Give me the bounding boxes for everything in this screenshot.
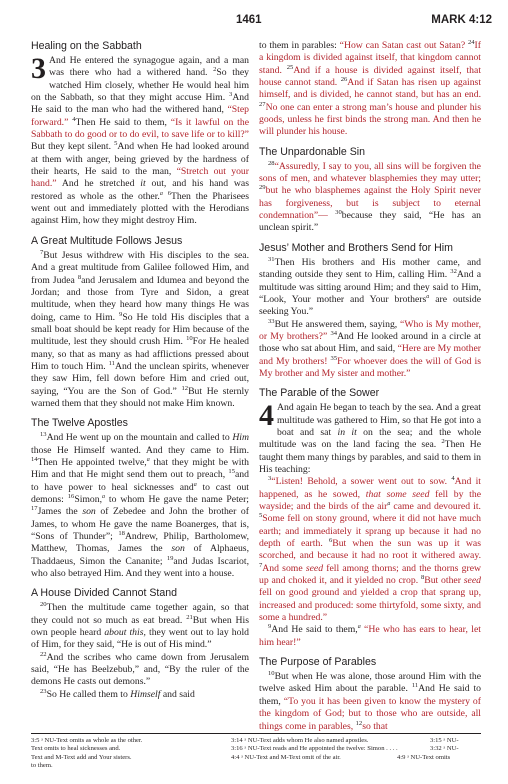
verse-text: and Jerusalem and Idumea and beyond the Jordan; and those from Tyre and Sidon, a great multitude, when they heard how many things He was doing, came to Him. (31, 274, 250, 323)
italic-supplied-word: Him (232, 432, 249, 444)
verse-text: they went out to lay hold of Him, for they said, “He is out of His mind.” (31, 627, 249, 651)
paragraph-mark-4-9 (259, 624, 481, 649)
footnote-marker[interactable]: a (426, 293, 430, 300)
verse-number: 10 (186, 334, 193, 342)
verse-text: Then the Pharisees went out and immediately plotted with the Herodians against Him, how they might destroy Him. (31, 190, 249, 227)
verse-text: to cast out demons: (31, 481, 249, 505)
footnote-row (31, 745, 483, 753)
words-of-jesus: “Who is My mother, or My brothers?” (259, 318, 481, 342)
verse-text: For He healed many, so that as many as had afflictions pressed about Him to touch Him. (31, 336, 249, 372)
paragraph-mark-3-13 (31, 432, 249, 580)
verse-text: And when He had looked around at them with anger, being grieved by the hardness of their hearts, He said to the man, (31, 141, 250, 178)
heading-house-divided: A House Divided Cannot Stand (31, 587, 178, 600)
words-of-jesus: But when the sun was up it was scorched, and because it had no root it withered away. (259, 538, 481, 562)
footnote-divider (31, 733, 481, 734)
verse-text: Simon, (74, 494, 103, 505)
italic-supplied-word: about this, (104, 627, 146, 639)
italic-supplied-word: Himself (130, 688, 161, 700)
words-of-jesus: And some (262, 562, 306, 574)
footnote-4-4: 4:4 ᵃ NU-Text and M-Text omit of the air. (231, 753, 341, 761)
verse-text: Then He appointed twelve, (37, 456, 147, 468)
words-of-jesus: No one can enter a strong man’s house and plunder his goods, unless he first binds the strong man. And then he will plunder his house. (259, 101, 481, 138)
verse-number: 8 (77, 273, 82, 281)
verse-text: because they said, “He has an unclean spirit.” (259, 210, 482, 234)
verse-number: 8 (420, 573, 425, 581)
words-of-jesus: “Listen! Behold, a sower went out to sow. (271, 476, 448, 488)
verse-number: 29 (259, 184, 266, 192)
paragraph-mark-3-23 (31, 689, 249, 701)
verse-text: Then He said to them, (75, 116, 171, 128)
verse-number: 15 (228, 468, 235, 476)
paragraph-mark-3-31 (259, 257, 481, 319)
verse-number: 18 (118, 529, 125, 537)
paragraph-mark-3-23-cont (259, 40, 481, 139)
verse-text: But they kept silent. (31, 141, 112, 153)
verse-number: 11 (411, 682, 419, 690)
verse-text: And He said to the man who had the withered hand, (31, 92, 249, 116)
verse-text: But when He was alone, those around Him with the twelve asked Him about the parable. (259, 671, 481, 695)
words-of-jesus: If a kingdom is divided against itself, that kingdom cannot stand. (259, 40, 481, 76)
words-of-jesus: “He who has ears to hear, let him hear!” (259, 624, 481, 648)
footnote-row (31, 754, 483, 762)
verse-number: 4 (72, 115, 76, 123)
chapter-number-4: 4 (259, 399, 274, 433)
verse-number: 4 (451, 475, 455, 483)
verse-text: And he stretched (56, 178, 141, 190)
footnote-marker[interactable]: a (146, 456, 150, 463)
verse-number: 13 (40, 431, 47, 439)
page-number: 1461 (236, 14, 262, 26)
verse-number: 3 (229, 90, 233, 98)
heading-unpardonable-sin: The Unpardonable Sin (259, 145, 366, 158)
footnote-3-15: 3:15 ᵃ NU- (430, 737, 459, 744)
heading-purpose-of-parables: The Purpose of Parables (259, 656, 377, 669)
paragraph-mark-3-22 (31, 652, 249, 689)
verse-number: 12 (181, 384, 189, 392)
verse-text: Then the multitude came together again, so that they could not so much as eat bread. (31, 602, 249, 626)
heading-mother-and-brothers: Jesus’ Mother and Brothers Send for Him (259, 241, 453, 254)
verse-number: 3 (268, 475, 272, 483)
verse-number: 6 (328, 536, 333, 544)
words-of-jesus: “Step forward.” (31, 104, 249, 128)
paragraph-mark-4-1 (259, 399, 481, 476)
footnote-row (31, 762, 483, 770)
footnote-marker[interactable]: a (193, 481, 197, 488)
footnote-marker[interactable]: a (102, 493, 106, 500)
verse-text: of Alphaeus, Thaddaeus, Simon the Cananite; (31, 543, 249, 567)
paragraph-mark-4-10 (259, 671, 481, 733)
verse-text: So they watched Him closely, whether He would heal him on the Sabbath, so that they might accuse Him. (31, 67, 249, 104)
verse-text: James the (37, 506, 83, 518)
footnote-3-5: 3:5 ᵃ NU-Text omits as whole as the other. (31, 737, 143, 744)
italic-supplied-word: seed (305, 562, 324, 574)
words-of-jesus: “How can Satan cast out Satan? (339, 40, 466, 51)
verse-number: 35 (330, 354, 338, 362)
running-head (0, 14, 508, 30)
verse-number: 32 (450, 267, 457, 275)
verse-text: those He Himself wanted. And they came to Him. (31, 444, 249, 456)
verse-number: 34 (330, 329, 338, 337)
footnote-marker[interactable]: a (159, 190, 163, 197)
verse-text: and to have power to heal sicknesses and (31, 469, 249, 493)
words-of-jesus: came and devoured it. (390, 501, 481, 512)
verse-number: 25 (286, 63, 294, 71)
verse-number: 27 (259, 100, 266, 108)
chapter-number-3: 3 (31, 52, 46, 85)
footnote-3-15-cont: Text omits to heal sicknesses and. (31, 745, 121, 753)
footnote-row (31, 737, 483, 745)
verse-number: 22 (40, 650, 47, 658)
verse-text: that they might be with Him and that He might send them out to preach, (31, 456, 249, 481)
verse-text: and Judas Iscariot, who also betrayed Him. And they went into a house. (31, 555, 249, 580)
verse-number: 6 (167, 189, 171, 197)
verse-text: And He went up on the mountain and called to (46, 432, 233, 444)
verse-text: out, and his hand was restored as whole as the other. (31, 178, 249, 202)
verse-number: 23 (40, 687, 47, 695)
words-of-jesus: And if Satan has risen up against himself, and is divided, he cannot stand, but has an end. (259, 77, 482, 101)
footnote-marker[interactable]: a (387, 500, 391, 507)
footnote-3-16: 3:16 ᵃ NU-Text reads and He appointed the twelve: Simon . . . . (231, 745, 398, 753)
footnote-4-9-cont: to them. (31, 761, 53, 769)
italic-supplied-word: son (82, 506, 96, 518)
words-of-jesus: And if a house is divided against itself, that house cannot stand. (259, 64, 482, 89)
paragraph-mark-3-1 (31, 52, 250, 228)
italic-supplied-word: it (140, 178, 146, 190)
paragraph-mark-3-7 (31, 250, 249, 410)
footnote-3-32: 3:32 ᵃ NU- (430, 745, 459, 753)
footnote-3-14: 3:14 ᵃ NU-Text adds whom He also named apostles. (231, 737, 369, 744)
verse-number: 19 (166, 554, 174, 562)
verse-number: 31 (268, 255, 275, 263)
paragraph-mark-3-33 (259, 319, 481, 381)
words-of-jesus: “To you it has been given to know the mystery of the kingdom of God; but to those who are outside, all things come in parables, (259, 695, 481, 732)
verse-text: to them in parables: (259, 40, 340, 51)
words-of-jesus: so that (362, 720, 388, 732)
verse-number: 30 (335, 208, 342, 216)
verse-number: 24 (467, 38, 475, 46)
words-of-jesus: And it happened, as he sowed, (259, 476, 481, 500)
left-column (31, 40, 249, 701)
words-of-jesus: but he who blasphemes against the Holy Spirit never has forgiveness, but is subject to eternal condemnation”— (259, 185, 481, 222)
footnote-3-32-cont: Text and M-Text add and Your sisters. (31, 753, 132, 761)
right-column (259, 40, 481, 733)
paragraph-mark-3-20 (31, 602, 249, 651)
verse-text: And He looked around in a circle at those who sat about Him, and said, (259, 330, 481, 355)
verse-text: And a multitude was sitting around Him; and they said to Him, “Look, Your mother and Your brothers (259, 269, 481, 305)
words-of-jesus: fell among thorns; and the thorns grew up and choked it, and it yielded no crop. (259, 562, 481, 587)
footnote-4-9: 4:9 ᵃ NU-Text omits (397, 753, 451, 761)
italic-supplied-word: in it (337, 426, 357, 438)
verse-number: 9 (119, 310, 123, 318)
verse-number: 2 (441, 438, 445, 446)
paragraph-mark-4-3 (259, 476, 481, 624)
heading-great-multitude: A Great Multitude Follows Jesus (31, 234, 183, 247)
verse-number: 26 (340, 75, 348, 83)
heading-healing-on-the-sabbath: Healing on the Sabbath (31, 40, 142, 52)
italic-supplied-word: son (171, 543, 185, 555)
footnote-marker[interactable]: a (357, 624, 361, 631)
verse-text: But He sternly warned them that they should not make Him known. (31, 385, 250, 409)
verse-text: Then He taught them many things by parables, and said to them in His teaching: (259, 439, 481, 475)
verse-number: 5 (114, 140, 118, 148)
verse-text: of Zebedee and John the brother of James, to whom He gave the name Boanerges, that is, “Sons of Thunder”; (31, 506, 250, 543)
verse-text: But when His own people heard (31, 614, 250, 639)
verse-text: So He called them to (46, 688, 131, 700)
verse-number: 21 (186, 613, 193, 621)
verse-text: to whom He gave the name Peter; (105, 494, 250, 505)
verse-text: are outside seeking You.” (259, 293, 482, 318)
verse-number: 17 (31, 505, 38, 513)
verse-text: and said (160, 688, 195, 700)
words-of-jesus: But other (424, 575, 464, 587)
verse-number: 16 (67, 492, 75, 500)
words-of-jesus: Some fell on stony ground, where it did not have much earth; and immediately it sprang up because it had no depth of earth. (259, 513, 481, 550)
words-of-jesus: For whoever does the will of God is My brother and My sister and mother.” (259, 355, 481, 379)
verse-text: on the sea; and the whole multitude was on the land facing the sea. (259, 426, 481, 451)
verse-number: 5 (259, 512, 263, 520)
verse-text: Andrew, Philip, Bartholomew, Matthew, Thomas, James the (31, 531, 250, 555)
verse-number: 14 (31, 455, 38, 463)
verse-number: 11 (108, 359, 115, 367)
page-reference: MARK 4:12 (431, 14, 492, 26)
words-of-jesus: “Stretch out your hand.” (31, 166, 249, 190)
verse-text: And again He began to teach by the sea. And a great multitude was gathered to Him, so that He got into a boat and sat (277, 402, 481, 438)
verse-text: But Jesus withdrew with His disciples to the sea. And a great multitude from Galilee followed Him, and from Judea (31, 249, 249, 286)
verse-text: And the unclean spirits, whenever they saw Him, fell down before Him and cried out, saying, “You are the Son of God.” (31, 360, 250, 397)
words-of-jesus: “Here are My mother and My brothers! (259, 343, 481, 367)
verse-text: And He said to them, (259, 683, 481, 707)
words-of-jesus: “Is it lawful on the Sabbath to do good or to do evil, to save life or to kill?” (31, 116, 250, 141)
heading-parable-of-the-sower: The Parable of the Sower (259, 387, 380, 400)
verse-number: 33 (268, 317, 275, 325)
verse-number: 2 (213, 66, 217, 74)
verse-number: 10 (268, 669, 275, 677)
verse-text: And the scribes who came down from Jerusalem said, “He has Beelzebub,” and, “By the ruler of the demons He casts out demons.” (31, 651, 249, 688)
words-of-jesus: “Assuredly, I say to you, all sins will be forgiven the sons of men, and whatever blasphemies they may utter; (259, 160, 481, 185)
words-of-jesus: fell on good ground and yielded a crop that sprang up, increased and produced: some thirtyfold, some sixty, and some a hundred.” (259, 587, 481, 624)
verse-number: 12 (355, 719, 363, 727)
verse-number: 7 (259, 561, 263, 569)
verse-number: 7 (40, 248, 44, 256)
footnotes (31, 737, 483, 770)
verse-text: And He entered the synagogue again, and a man was there who had a withered hand. (49, 55, 249, 79)
words-of-jesus: fell by the wayside; and the birds of the air (259, 488, 481, 512)
verse-number: 20 (40, 601, 47, 609)
verse-number: 9 (268, 623, 272, 631)
heading-twelve-apostles: The Twelve Apostles (31, 417, 128, 430)
italic-supplied-word: seed (463, 575, 481, 587)
verse-text: Then His brothers and His mother came, and standing outside they sent to Him, calling Him. (259, 256, 481, 281)
verse-text: And He said to them, (271, 624, 358, 636)
verse-text: So He told His disciples that a small boat should be kept ready for Him because of the multitude, lest they should crush Him. (31, 311, 249, 348)
verse-number: 28 (268, 159, 275, 167)
paragraph-mark-3-28 (259, 161, 481, 235)
italic-supplied-word: that some seed (365, 488, 430, 500)
verse-text: But He answered them, saying, (274, 318, 401, 330)
